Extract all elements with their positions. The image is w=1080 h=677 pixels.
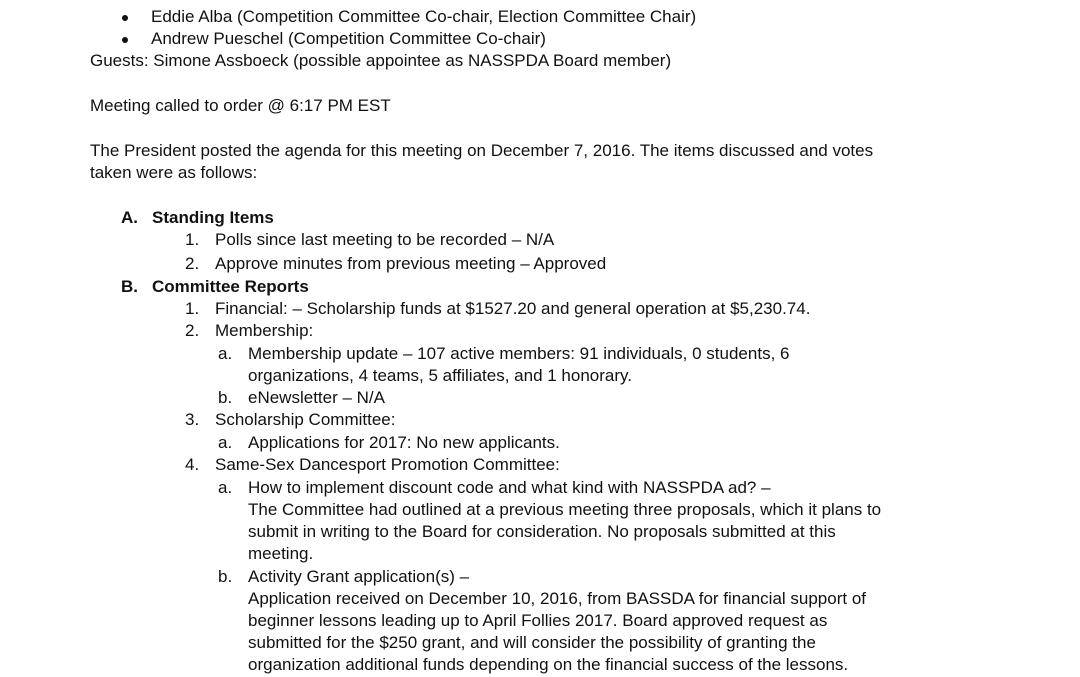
list-item: Approve minutes from previous meeting – Approved bbox=[215, 254, 607, 273]
membership-item: Membership: bbox=[215, 321, 314, 340]
scholarship-item: Scholarship Committee: bbox=[215, 410, 396, 429]
applications-line: Applications for 2017: No new applicants. bbox=[248, 433, 560, 452]
list-number: 2. bbox=[185, 321, 200, 340]
sub-letter: a. bbox=[218, 433, 233, 452]
attendee-item: Eddie Alba (Competition Committee Co-chair, Election Committee Chair) bbox=[151, 7, 697, 26]
list-item: Polls since last meeting to be recorded – N/A bbox=[215, 230, 555, 249]
sub-letter: b. bbox=[218, 388, 233, 407]
list-number: 3. bbox=[185, 410, 200, 429]
discount-code-line: meeting. bbox=[248, 544, 314, 563]
section-a-letter: A. bbox=[121, 208, 138, 227]
membership-update-line: organizations, 4 teams, 5 affiliates, and 1 honorary. bbox=[248, 366, 632, 385]
discount-code-line: How to implement discount code and what kind with NASSPDA ad? – bbox=[248, 478, 771, 497]
membership-update-line: Membership update – 107 active members: 91 individuals, 0 students, 6 bbox=[248, 344, 790, 363]
financial-item: Financial: – Scholarship funds at $1527.20 and general operation at $5,230.74. bbox=[215, 299, 811, 318]
sub-letter: a. bbox=[218, 478, 233, 497]
activity-grant-line: Activity Grant application(s) – bbox=[248, 567, 470, 586]
section-a-title: Standing Items bbox=[152, 208, 274, 227]
guests-line: Guests: Simone Assboeck (possible appointee as NASSPDA Board member) bbox=[90, 51, 672, 70]
list-number: 2. bbox=[185, 254, 200, 273]
list-number: 1. bbox=[185, 299, 200, 318]
intro-paragraph-line: taken were as follows: bbox=[90, 163, 258, 182]
discount-code-line: submit in writing to the Board for consideration. No proposals submitted at this bbox=[248, 522, 836, 541]
discount-code-line: The Committee had outlined at a previous meeting three proposals, which it plans to bbox=[248, 500, 882, 519]
bullet-icon bbox=[122, 15, 128, 21]
sub-letter: a. bbox=[218, 344, 233, 363]
list-number: 4. bbox=[185, 455, 200, 474]
section-b-title: Committee Reports bbox=[152, 277, 309, 296]
section-b-letter: B. bbox=[121, 277, 138, 296]
activity-grant-line: organization additional funds depending on the financial success of the lessons. bbox=[248, 655, 849, 674]
promotion-item: Same-Sex Dancesport Promotion Committee: bbox=[215, 455, 560, 474]
bullet-icon bbox=[122, 37, 128, 43]
call-to-order: Meeting called to order @ 6:17 PM EST bbox=[90, 96, 391, 115]
list-number: 1. bbox=[185, 230, 200, 249]
sub-letter: b. bbox=[218, 567, 233, 586]
intro-paragraph-line: The President posted the agenda for this meeting on December 7, 2016. The items discussed and votes bbox=[90, 141, 874, 160]
enewsletter-line: eNewsletter – N/A bbox=[248, 388, 385, 407]
activity-grant-line: beginner lessons leading up to April Follies 2017. Board approved request as bbox=[248, 611, 828, 630]
activity-grant-line: submitted for the $250 grant, and will consider the possibility of granting the bbox=[248, 633, 816, 652]
attendee-item: Andrew Pueschel (Competition Committee Co-chair) bbox=[151, 29, 546, 48]
activity-grant-line: Application received on December 10, 2016, from BASSDA for financial support of bbox=[248, 589, 867, 608]
